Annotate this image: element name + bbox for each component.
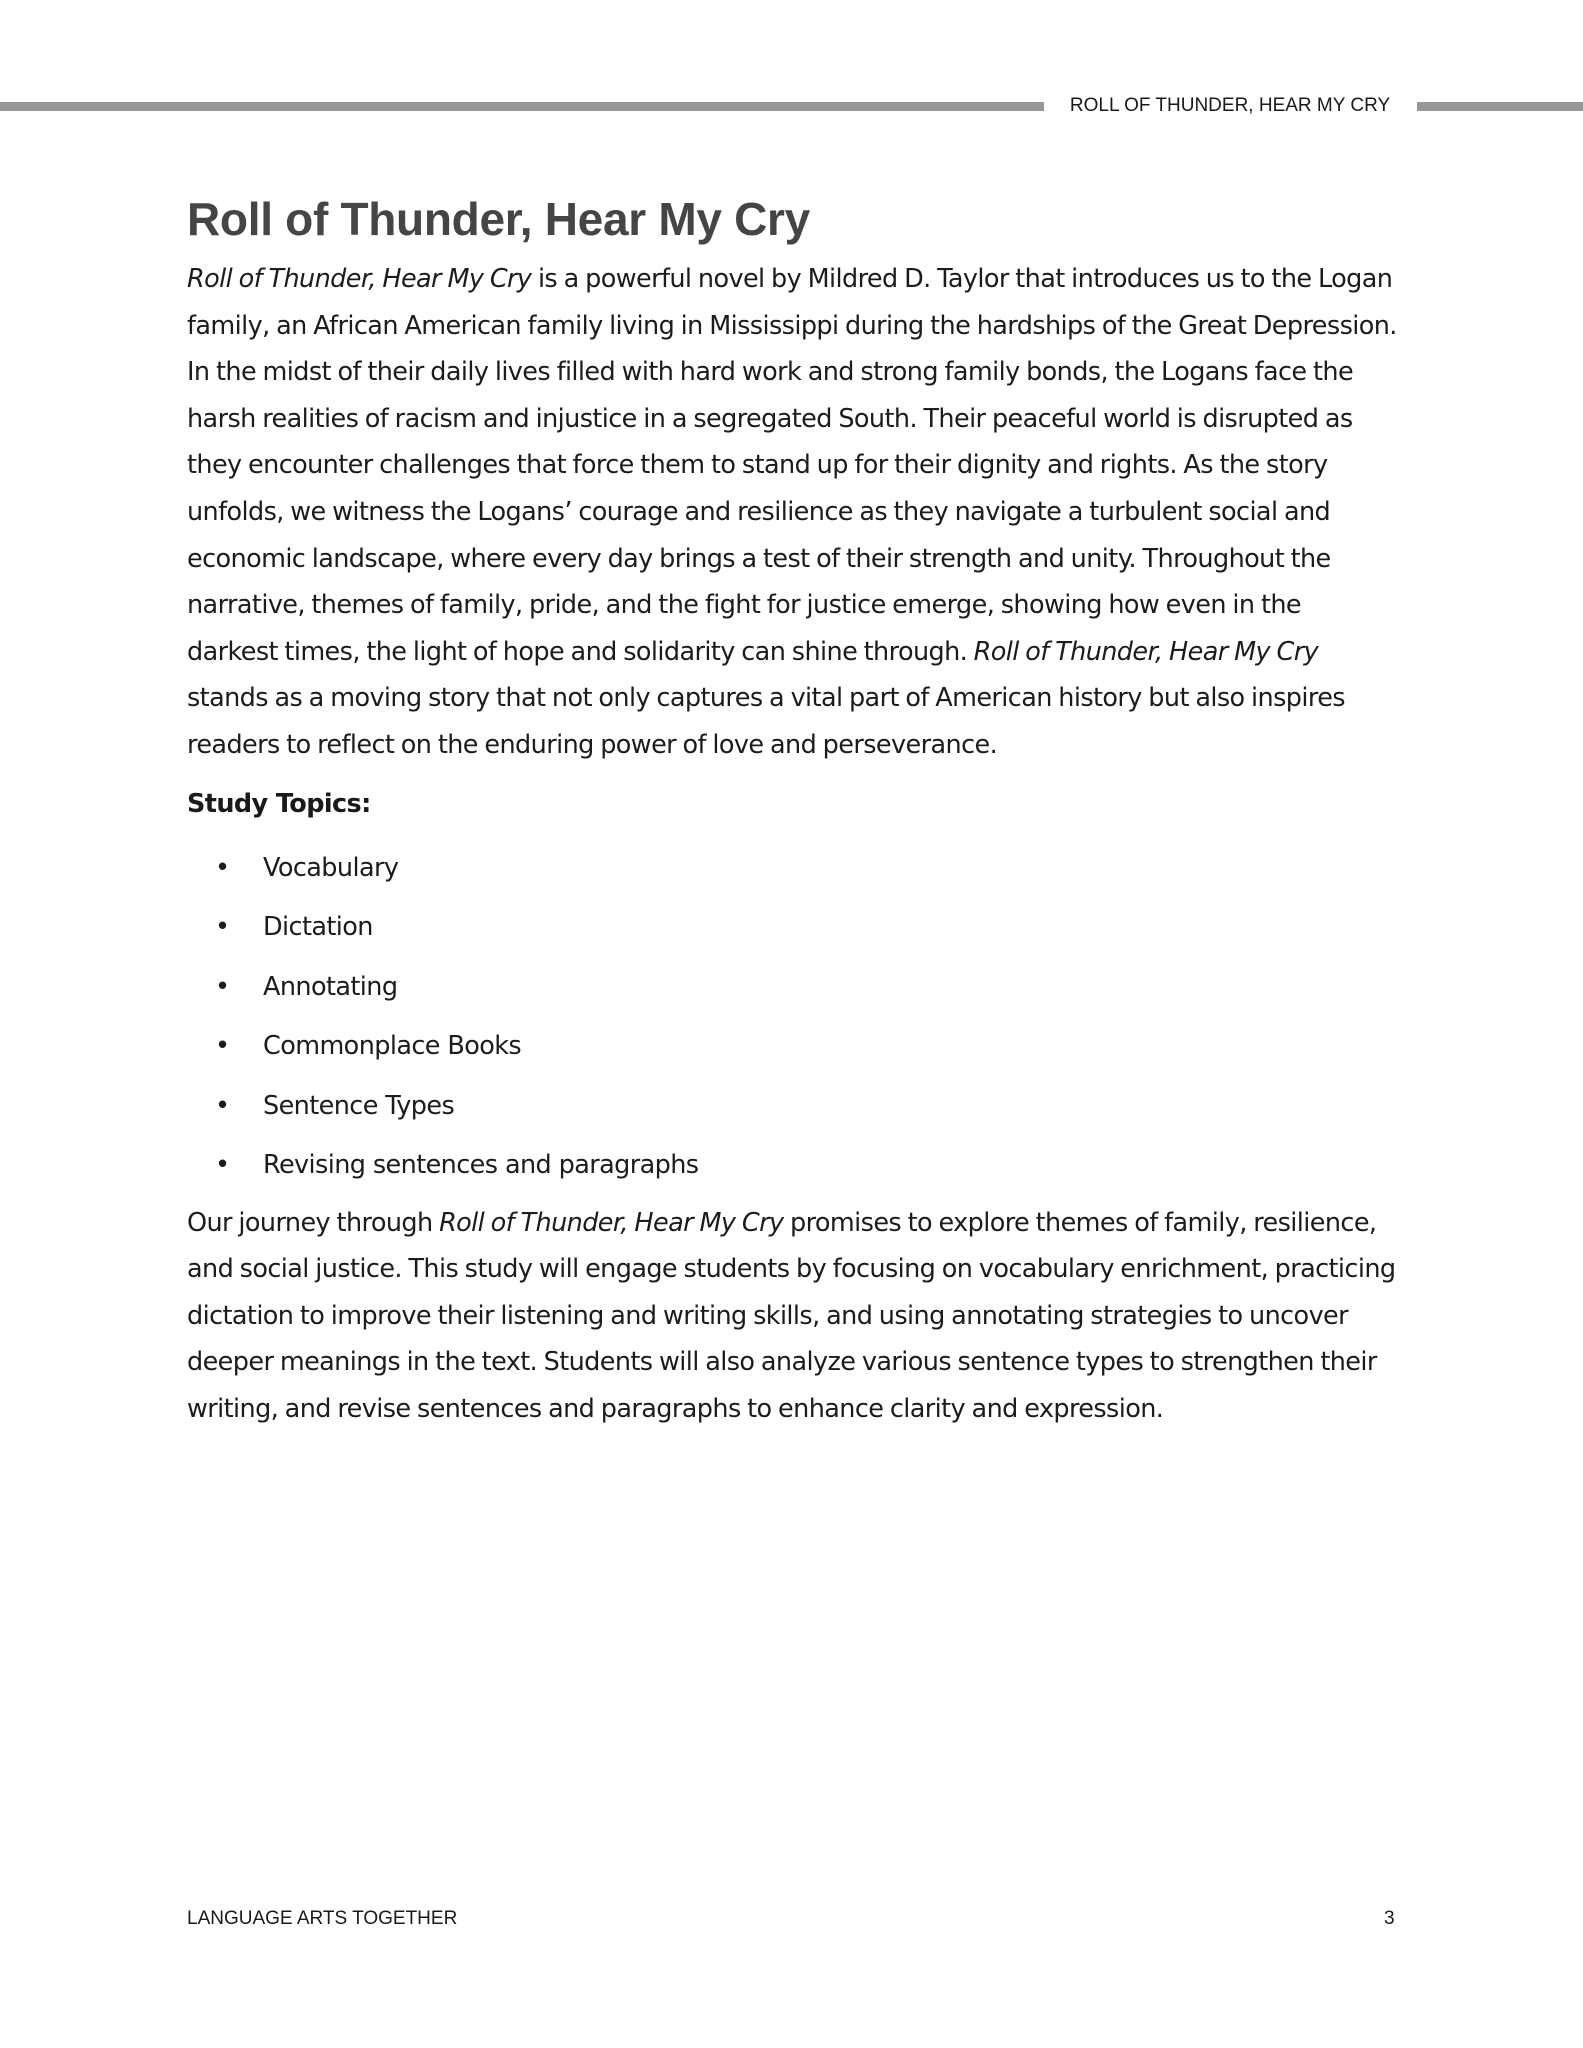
topic-label: Commonplace Books: [263, 1031, 522, 1062]
topic-label: Annotating: [263, 971, 398, 1002]
book-title-italic: Roll of Thunder, Hear My Cry: [439, 1207, 784, 1238]
topic-label: Sentence Types: [263, 1090, 455, 1121]
bullet-icon: •: [215, 971, 230, 1002]
topic-label: Vocabulary: [263, 852, 399, 883]
outro-text-part-2: promises to explore themes of family, resilience, and social justice. This study will engage students by focusing on vocabulary enrichment, practicing dictation to improve their listening and writing skills, and using annotating strategies to uncover deeper meanings in the text. Students will also analyze various sentence types to strengthen their writing, and revise sentences and paragraphs to enhance clarity and expression.: [187, 1207, 1396, 1424]
list-item: [187, 1077, 1397, 1137]
list-item: [187, 958, 1397, 1018]
bullet-icon: •: [215, 852, 230, 883]
book-title-italic: Roll of Thunder, Hear My Cry: [187, 264, 532, 294]
bullet-icon: •: [215, 1150, 230, 1181]
header-rule-left: [0, 102, 1044, 111]
bullet-icon: •: [215, 1090, 230, 1121]
list-item: [187, 1136, 1397, 1196]
header-rule-right: [1417, 102, 1583, 111]
book-title-italic: Roll of Thunder, Hear My Cry: [973, 636, 1319, 667]
page-number: 3: [1384, 1908, 1395, 1929]
outro-text-part-1: Our journey through: [187, 1207, 440, 1238]
topic-label: Revising sentences and paragraphs: [263, 1150, 699, 1181]
study-topics-list: [187, 839, 1397, 1196]
bullet-icon: •: [215, 912, 230, 943]
study-topics-heading: Study Topics:: [187, 788, 371, 819]
page-title: Roll of Thunder, Hear My Cry: [187, 193, 810, 245]
list-item: [187, 1017, 1397, 1077]
list-item: [187, 898, 1397, 958]
topic-label: Dictation: [263, 912, 373, 943]
list-item: [187, 839, 1397, 899]
footer-book-title: LANGUAGE ARTS TOGETHER: [187, 1908, 458, 1929]
intro-paragraph: [187, 256, 1397, 769]
outro-paragraph: [187, 1200, 1397, 1433]
bullet-icon: •: [215, 1031, 230, 1062]
running-header-title: ROLL OF THUNDER, HEAR MY CRY: [1069, 95, 1391, 116]
intro-text-part-1: is a powerful novel by Mildred D. Taylor that introduces us to the Logan family, an African American family living in Mississippi during the hardships of the Great Depression. In the midst of their daily lives filled with hard work and strong family bonds, the Logans face the harsh realities of racism and injustice in a segregated South. Their peaceful world is disrupted as they encounter challenges that force them to stand up for their dignity and rights. As the story unfolds, we witness the Logans’ courage and resilience as they navigate a turbulent social and economic landscape, where every day brings a test of their strength and unity. Throughout the narrative, themes of family, pride, and the fight for justice emerge, showing how even in the darkest times, the light of hope and solidarity can shine through.: [187, 264, 1397, 667]
intro-text-part-2: stands as a moving story that not only captures a vital part of American history but also inspires readers to reflect on the enduring power of love and perseverance.: [187, 683, 1345, 760]
page-content: [187, 186, 1397, 1433]
